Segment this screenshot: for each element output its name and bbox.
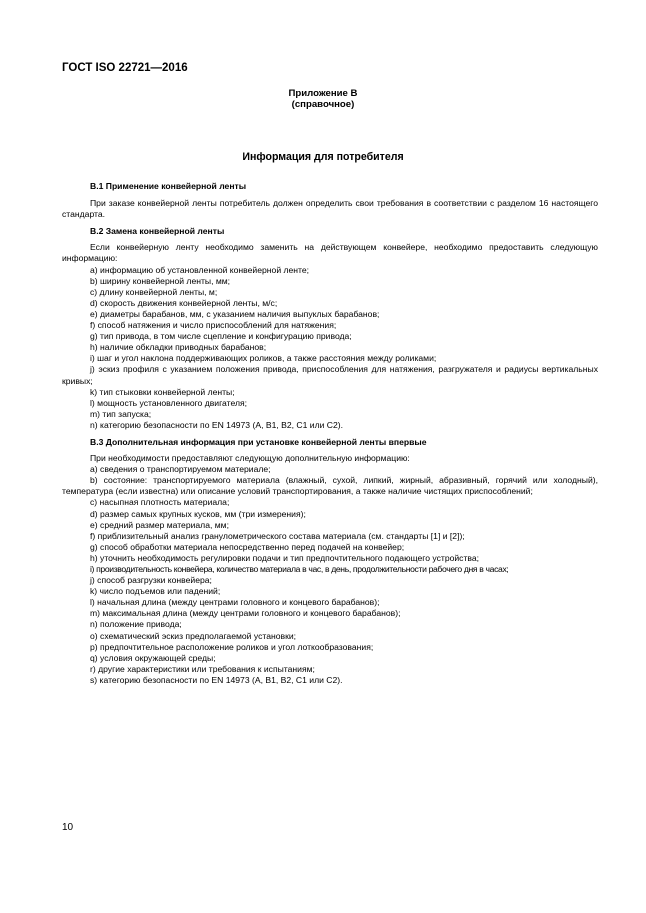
section-b1-title: В.1 Применение конвейерной ленты [90, 181, 247, 191]
list-item: l) мощность установленного двигателя; [90, 397, 248, 408]
document-header: ГОСТ ISO 22721—2016 [62, 62, 188, 74]
list-item: l) начальная длина (между центрами головного и концевого барабанов); [90, 597, 380, 608]
list-item: o) схематический эскиз предполагаемой установки; [90, 630, 297, 641]
list-item: n) категорию безопасности по EN 14973 (А, В1, В2, С1 или С2). [90, 419, 344, 430]
list-item: j) способ разгрузки конвейера; [90, 575, 212, 586]
list-item: k) тип стыковки конвейерной ленты; [90, 386, 235, 397]
list-item: h) наличие обкладки приводных барабанов; [90, 342, 267, 353]
annex-heading [0, 88, 646, 110]
document-body [62, 181, 598, 686]
main-title: Информация для потребителя [242, 151, 404, 163]
list-item: k) число подъемов или падений; [90, 586, 221, 597]
list-item: r) другие характеристики или требования к испытаниям; [90, 663, 315, 674]
list-item: q) условия окружающей среды; [90, 652, 216, 663]
section-b3-intro: При необходимости предоставляют следующую дополнительную информацию: [90, 453, 410, 464]
list-item: f) способ натяжения и число приспособлений для натяжения; [90, 320, 337, 331]
section-b3-title: В.3 Дополнительная информация при установке конвейерной ленты впервые [90, 436, 427, 447]
section-b2-intro: Если конвейерную ленту необходимо заменить на действующем конвейере, необходимо предоставить следующую информацию: [62, 242, 598, 264]
annex-title: Приложение В [288, 88, 358, 99]
list-item: i) производительность конвейера, количество материала в час, в день, продолжительности рабочего дня в часах; [90, 564, 509, 574]
list-item: h) уточнить необходимость регулировки подачи и тип предпочтительного подающего устройства; [90, 552, 480, 563]
list-item: a) сведения о транспортируемом материале; [90, 464, 271, 475]
section-b2-list [62, 265, 598, 431]
list-item: f) приблизительный анализ гранулометрического состава материала (см. стандарты [1] и [2]); [90, 530, 465, 541]
section-b1-text: При заказе конвейерной ленты потребитель должен определить свои требования в соответствии с разделом 16 настоящего стандарта. [62, 198, 598, 220]
section-b3-list [62, 464, 598, 686]
annex-kind: (справочное) [291, 99, 355, 110]
section-b2-title: В.2 Замена конвейерной ленты [90, 226, 225, 237]
list-item: d) скорость движения конвейерной ленты, м/с; [90, 297, 278, 308]
list-item: c) насыпная плотность материала; [90, 497, 230, 508]
list-item: m) максимальная длина (между центрами головного и концевого барабанов); [90, 608, 401, 619]
list-item: j) эскиз профиля с указанием положения привода, приспособления для натяжения, разгружателя и радиусы вертикальных кривых; [62, 364, 598, 386]
list-item: e) средний размер материала, мм; [90, 519, 229, 530]
list-item: s) категорию безопасности по EN 14973 (А, В1, В2, С1 или С2). [90, 674, 343, 685]
list-item: p) предпочтительное расположение роликов и угол лоткообразования; [90, 641, 374, 652]
list-item: g) тип привода, в том числе сцепление и конфигурацию привода; [90, 331, 352, 342]
list-item: i) шаг и угол наклона поддерживающих роликов, а также расстояния между роликами; [90, 353, 437, 364]
list-item: c) длину конвейерной ленты, м; [90, 286, 218, 297]
list-item: g) способ обработки материала непосредственно перед подачей на конвейер; [90, 541, 405, 552]
list-item: e) диаметры барабанов, мм, с указанием наличия выпуклых барабанов; [90, 308, 380, 319]
list-item: b) ширину конвейерной ленты, мм; [90, 275, 231, 286]
list-item: n) положение привода; [90, 619, 182, 630]
list-item: a) информацию об установленной конвейерной ленте; [90, 264, 310, 275]
list-item: d) размер самых крупных кусков, мм (три измерения); [90, 508, 306, 519]
list-item: b) состояние: транспортируемого материала (влажный, сухой, липкий, жирный, абразивный, горячий или холодный), температура (если известна) или описание условий транспортирования, а также наличие чистящих приспособлений; [62, 475, 598, 497]
page-number: 10 [62, 822, 74, 833]
list-item: m) тип запуска; [90, 408, 152, 419]
